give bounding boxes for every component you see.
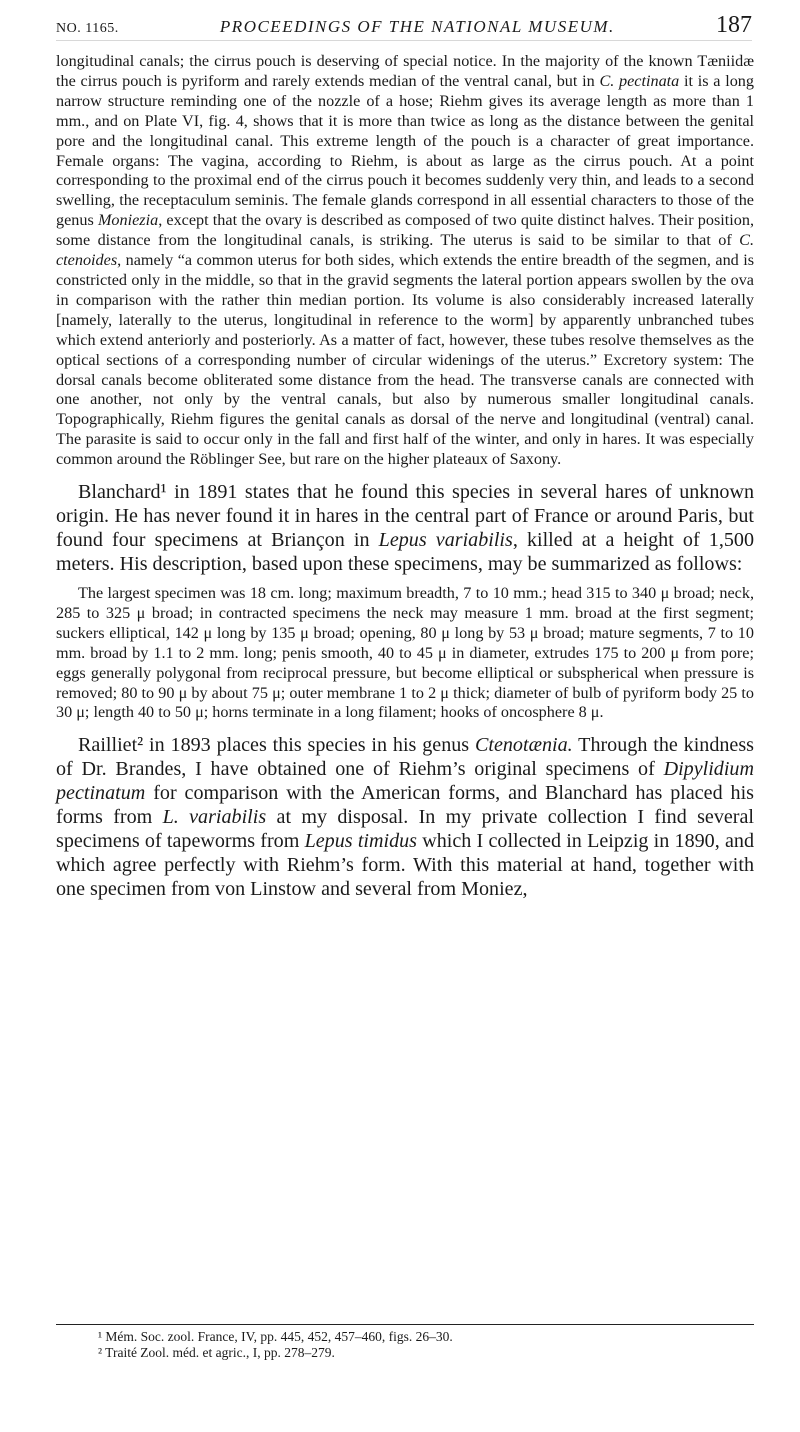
paragraph: [56, 52, 754, 470]
text-run: , namely “a common uterus for both sides, which extends the entire breadth of the segmen, and is constricted only in the middle, so that in the gravid segments the lateral portion appears swollen by the ova in comparison with the rather thin median portion. Its volume is also considerably increased laterally [namely, laterally to the uterus, longitudinal in reference to the worm] by apparently unbranched tubes which extend anteriorly and posteriorly. As a matter of fact, however, these tubes resolve themselves as the optical sections of a corresponding number of circular widenings of the uterus.” Excretory system: The dorsal canals become obliterated some distance from the head. The transverse canals are connected with one another, not only by the ventral canals, but also by numerous smaller longitudinal canals. Topographically, Riehm figures the genital canals as dorsal of the nerve and longitudinal (ventral) canal. The parasite is said to occur only in the fall and first half of the winter, and only in hares. It was especially common around the Röblinger See, but rare on the higher plateaux of Saxony.: [56, 251, 754, 469]
journal-title: PROCEEDINGS OF THE NATIONAL MUSEUM.: [219, 17, 615, 36]
text-run: , except that the ovary is described as composed of two quite distinct halves. Their position, some distance from the longitudinal canals, is striking. The uterus is said to be similar to that of: [56, 211, 754, 250]
paragraph: [56, 480, 754, 576]
footnotes: [56, 1324, 754, 1361]
text-run: for comparison with the American forms, and Blanchard has placed his forms from: [56, 782, 754, 829]
text-run: The largest specimen was 18 cm. long; maximum breadth, 7 to 10 mm.; head 315 to 340 μ broad; neck, 285 to 325 μ broad; in contracted specimens the neck may measure 1 mm. broad at the first segment; suckers elliptical, 142 μ long by 135 μ broad; opening, 80 μ long by 53 μ broad; mature segments, 7 to 10 mm. broad by 1.1 to 2 mm. long; penis smooth, 40 to 45 μ in diameter, extrudes 175 to 200 μ from pore; eggs generally polygonal from reciprocal pressure, but become elliptical or subspherical when pressure is removed; 80 to 90 μ by about 75 μ; outer membrane 1 to 2 μ thick; diameter of bulb of pyriform body 25 to 30 μ; length 40 to 50 μ; horns terminate in a long filament; hooks of oncosphere 8 μ.: [56, 584, 754, 722]
text-run: , killed at a height of 1,500 meters. His description, based upon these specimens, may be summarized as follows:: [56, 529, 754, 576]
italic-text: Ctenotænia.: [474, 734, 573, 757]
text-run: at my disposal. In my private collection I find several specimens of tapeworms from: [56, 806, 754, 853]
italic-text: C. pectinata: [599, 71, 680, 90]
body-text: [56, 52, 754, 901]
issue-number: NO. 1165.: [56, 21, 119, 36]
italic-text: L. variabilis: [162, 806, 267, 829]
text-run: it is a long narrow structure reminding one of the nozzle of a hose; Riehm gives its average length as more than 1 mm., and on Plate VI, fig. 4, shows that it is more than twice as long as the distance between the genital pore and the longitudinal canal. This extreme length of the pouch is a character of great importance. Female organs: The vagina, according to Riehm, is about as large as the cirrus pouch. At a point corresponding to the proximal end of the cirrus pouch it becomes suddenly very thin, and leads to a second swelling, the receptaculum seminis. The female glands correspond in all essential characters to those of the genus: [56, 71, 754, 230]
text-run: longitudinal canals; the cirrus pouch is deserving of special notice. In the majority of the known Tæniidæ the cirrus pouch is pyriform and rarely extends median of the ventral canal, but in: [56, 52, 754, 90]
page-number: 187: [716, 12, 752, 38]
italic-text: Lepus timidus: [304, 830, 417, 853]
italic-text: Lepus variabilis: [378, 529, 513, 552]
paragraph: [56, 584, 754, 723]
text-run: Through the kindness of Dr. Brandes, I have obtained one of Riehm’s original specimens of: [56, 734, 754, 781]
text-run: which I collected in Leipzig in 1890, and which agree perfectly with Riehm’s form. With this material at hand, together with one specimen from von Linstow and several from Moniez,: [56, 830, 754, 901]
footnote: ¹ Mém. Soc. zool. France, IV, pp. 445, 452, 457–460, figs. 26–30.: [98, 1329, 453, 1344]
italic-text: C. ctenoides: [56, 231, 754, 270]
footnote: ² Traité Zool. méd. et agric., I, pp. 278–279.: [98, 1345, 335, 1360]
italic-text: Dipylidium pectinatum: [56, 758, 754, 805]
paragraph: [56, 733, 754, 901]
text-run: Blanchard¹ in 1891 states that he found this species in several hares of unknown origin. He has never found it in hares in the central part of France or around Paris, but found four specimens at Briançon in: [56, 481, 754, 552]
running-header: [56, 12, 752, 41]
italic-text: Moniezia: [97, 211, 159, 230]
text-run: Railliet² in 1893 places this species in his genus: [78, 734, 475, 757]
